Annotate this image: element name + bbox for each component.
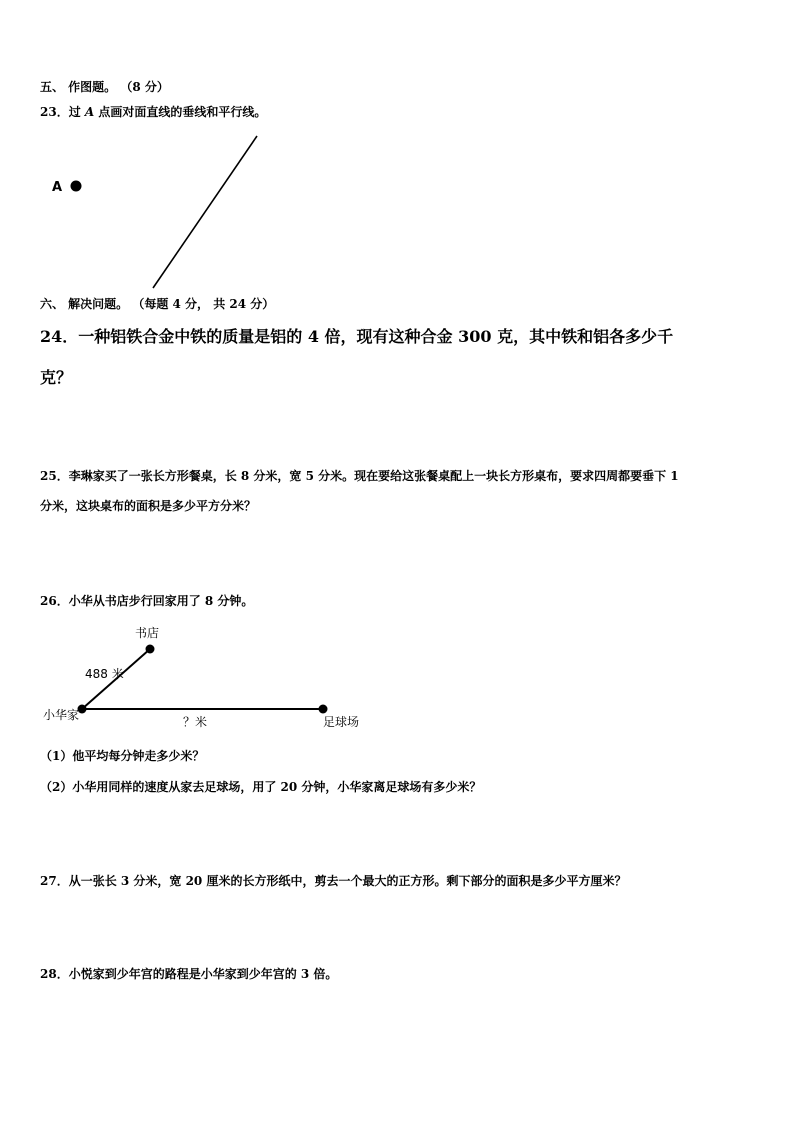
bookstore-dot xyxy=(146,645,155,654)
section-5-heading: 五、 作图题。 （8 分） xyxy=(40,80,169,94)
question-25-line2: 分米，这块桌布的面积是多少平方分米？ xyxy=(40,499,257,513)
section-6-heading: 六、 解决问题。 （每题 4 分， 共 24 分） xyxy=(40,297,275,311)
question-27: 27．从一张长 3 分米，宽 20 厘米的长方形纸中，剪去一个最大的正方形。剩下部分的面积是多少平方厘米？ xyxy=(40,874,627,888)
bookstore-label: 书店 xyxy=(135,626,160,640)
question-26-sub2: （2）小华用同样的速度从家去足球场，用了 20 分钟，小华家离足球场有多少米？ xyxy=(40,780,482,794)
question-28: 28．小悦家到少年宫的路程是小华家到少年宫的 3 倍。 xyxy=(40,967,338,981)
question-23 xyxy=(40,104,266,120)
point-a-label: A xyxy=(52,180,63,195)
question-24-line2: 克？ xyxy=(40,368,73,387)
known-distance-label: 488 米 xyxy=(85,667,124,681)
field-dot xyxy=(319,705,328,714)
home-label: 小华家 xyxy=(43,708,80,722)
question-23-prefix: 23．过 xyxy=(40,105,85,119)
point-a-dot xyxy=(71,181,82,192)
question-23-var: A xyxy=(84,105,95,119)
unknown-distance-label: ？米 xyxy=(183,715,208,729)
question-23-figure xyxy=(40,128,280,293)
slanted-line xyxy=(153,136,257,288)
question-26-stem: 26．小华从书店步行回家用了 8 分钟。 xyxy=(40,594,254,608)
question-26-sub1: （1）他平均每分钟走多少米？ xyxy=(40,749,205,763)
question-24-line1: 24．一种铝铁合金中铁的质量是铝的 4 倍，现有这种合金 300 克，其中铁和铝各多少千 xyxy=(40,327,674,346)
question-26-diagram xyxy=(40,620,380,735)
question-25-line1: 25．李琳家买了一张长方形餐桌，长 8 分米，宽 5 分米。现在要给这张餐桌配上一块长方形桌布，要求四周都要垂下 1 xyxy=(40,469,679,483)
field-label: 足球场 xyxy=(323,715,360,729)
question-23-suffix: 点画对面直线的垂线和平行线。 xyxy=(94,105,267,119)
